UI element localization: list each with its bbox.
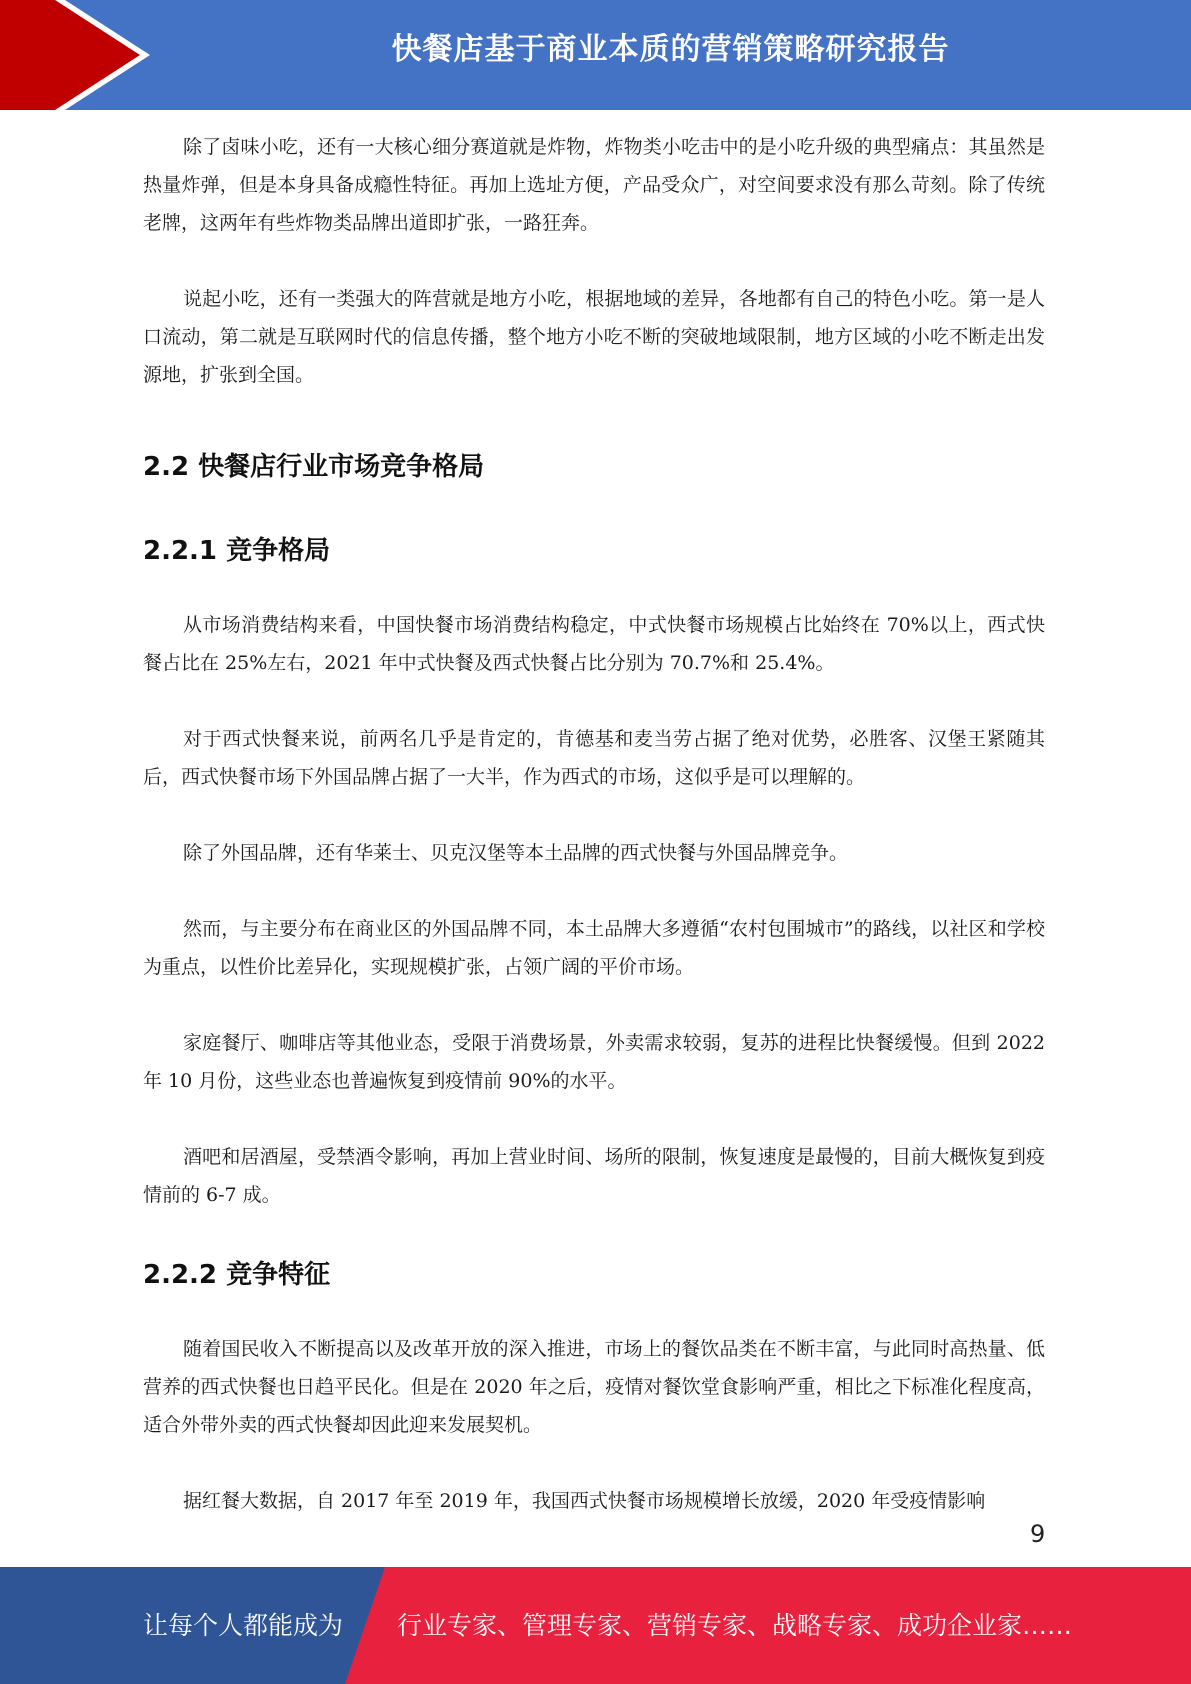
paragraph-bars: 酒吧和居酒屋，受禁酒令影响，再加上营业时间、场所的限制，恢复速度是最慢的，目前大概恢复到疫情前的 6-7 成。 [143, 1146, 1045, 1206]
paragraph-local-brands: 除了外国品牌，还有华莱士、贝克汉堡等本土品牌的西式快餐与外国品牌竞争。 [183, 842, 849, 864]
paragraph-local-snacks: 说起小吃，还有一类强大的阵营就是地方小吃，根据地域的差异，各地都有自己的特色小吃。第一是人口流动，第二就是互联网时代的信息传播，整个地方小吃不断的突破地域限制，地方区域的小吃不断走出发源地，扩张到全国。 [143, 288, 1045, 386]
section-heading-2-2-1: 2.2.1 竞争格局 [143, 536, 331, 566]
paragraph-fried-snacks: 除了卤味小吃，还有一大核心细分赛道就是炸物，炸物类小吃击中的是小吃升级的典型痛点：其虽然是热量炸弹，但是本身具备成瘾性特征。再加上选址方便，产品受众广，对空间要求没有那么苛刻。除了传统老牌，这两年有些炸物类品牌出道即扩张，一路狂奔。 [143, 136, 1045, 234]
paragraph-rural-strategy: 然而，与主要分布在商业区的外国品牌不同，本土品牌大多遵循“农村包围城市”的路线，以社区和学校为重点，以性价比差异化，实现规模扩张，占领广阔的平价市场。 [143, 918, 1045, 978]
paragraph-competition-features: 随着国民收入不断提高以及改革开放的深入推进，市场上的餐饮品类在不断丰富，与此同时高热量、低营养的西式快餐也日趋平民化。但是在 2020 年之后，疫情对餐饮堂食影响严重，相比之下标准化程度高，适合外带外卖的西式快餐却因此迎来发展契机。 [143, 1338, 1045, 1436]
paragraph-family-restaurants: 家庭餐厅、咖啡店等其他业态，受限于消费场景，外卖需求较弱，复苏的进程比快餐缓慢。但到 2022 年 10 月份，这些业态也普遍恢复到疫情前 90%的水平。 [143, 1032, 1045, 1092]
paragraph-market-data: 据红餐大数据，自 2017 年至 2019 年，我国西式快餐市场规模增长放缓，2020 年受疫情影响 [183, 1490, 986, 1512]
report-title: 快餐店基于商业本质的营销策略研究报告 [391, 32, 950, 67]
paragraph-western-fastfood: 对于西式快餐来说，前两名几乎是肯定的，肯德基和麦当劳占据了绝对优势，必胜客、汉堡王紧随其后，西式快餐市场下外国品牌占据了一大半，作为西式的市场，这似乎是可以理解的。 [143, 728, 1045, 788]
page-header [0, 0, 1191, 110]
paragraph-consumption-structure: 从市场消费结构来看，中国快餐市场消费结构稳定，中式快餐市场规模占比始终在 70%以上，西式快餐占比在 25%左右，2021 年中式快餐及西式快餐占比分别为 70.7%和 25.4%。 [143, 614, 1045, 674]
page-footer [0, 1567, 1191, 1684]
section-heading-2-2: 2.2 快餐店行业市场竞争格局 [143, 452, 485, 482]
section-heading-2-2-2: 2.2.2 竞争特征 [143, 1260, 331, 1290]
footer-slogan-right: 行业专家、管理专家、营销专家、战略专家、成功企业家…… [397, 1611, 1073, 1640]
page-number: 9 [1030, 1520, 1046, 1548]
footer-slogan-left: 让每个人都能成为 [143, 1611, 344, 1640]
